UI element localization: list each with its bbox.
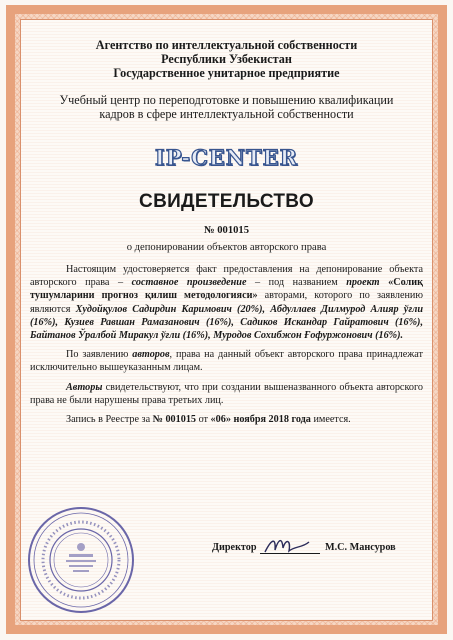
text-fragment: от bbox=[196, 414, 211, 426]
text-fragment: Настоящим удостоверяется факт предоставления на депонирование объекта авторского права – bbox=[30, 264, 423, 289]
text-fragment: авторами, которого по заявлению являются bbox=[30, 290, 423, 315]
work-type: составное произведение bbox=[131, 277, 247, 289]
certificate-title: СВИДЕТЕЛЬСТВО bbox=[139, 191, 314, 212]
center-line-1: Учебный центр по переподготовке и повышению квалификации bbox=[59, 93, 394, 107]
official-seal-icon bbox=[26, 505, 136, 615]
center-line-2: кадров в сфере интеллектуальной собственности bbox=[99, 107, 354, 121]
paragraph-third-parties bbox=[30, 381, 423, 407]
text-fragment: имеется. bbox=[310, 414, 351, 426]
project-name: «Солиқ тушумларини прогноз қилиш методологияси» bbox=[30, 277, 423, 302]
text-fragment: – под названием bbox=[246, 277, 347, 289]
agency-line-1: Агентство по интеллектуальной собственности bbox=[95, 38, 358, 52]
ip-center-logo bbox=[30, 145, 423, 175]
authors-word: авторов bbox=[132, 349, 170, 361]
signature-block bbox=[212, 538, 412, 558]
agency-line-2: Республики Узбекистан bbox=[161, 52, 292, 66]
project-label: проект bbox=[346, 277, 380, 289]
text-fragment: По заявлению bbox=[66, 349, 133, 361]
authors-list: Худойқулов Садирдин Каримович (20%), Абдуллаев Дилмурод Алияр ўғли (16%), Кузиев Равшан Рамазанович (16%), Садиков Искандар Гайратович (16%), Байтанов Ўралбой Миракул ўғли (16%), Муродов Сохибжон Ғофуржонович (16%). bbox=[30, 303, 423, 342]
agency-header bbox=[30, 38, 423, 80]
text-fragment: , права на данный объект авторского права принадлежат исключительно вышеуказанным лицам. bbox=[30, 349, 423, 374]
paragraph-registry bbox=[30, 413, 423, 426]
training-center-name bbox=[30, 93, 423, 121]
logo-text: IP-CENTER bbox=[154, 145, 299, 170]
certificate-subject: о депонировании объектов авторского права bbox=[126, 242, 327, 253]
signer-role: Директор bbox=[212, 542, 257, 553]
registry-date: «06» ноября 2018 года bbox=[210, 414, 311, 426]
certificate-content bbox=[30, 38, 423, 432]
certificate-number: № 001015 bbox=[203, 225, 250, 236]
text-fragment: Запись в Реестре за bbox=[66, 414, 153, 426]
authors-word: Авторы bbox=[66, 381, 103, 393]
agency-line-3: Государственное унитарное предприятие bbox=[113, 66, 340, 80]
paragraph-deposit-fact bbox=[30, 263, 423, 342]
paragraph-rights bbox=[30, 348, 423, 374]
registry-number: № 001015 bbox=[152, 414, 197, 426]
certificate-body bbox=[30, 263, 423, 426]
handwritten-signature-icon bbox=[262, 534, 312, 556]
text-fragment: свидетельствуют, что при создании вышеназванного объекта авторского права не были нарушены права третьих лиц. bbox=[30, 381, 423, 406]
signer-name: М.С. Мансуров bbox=[325, 542, 396, 553]
